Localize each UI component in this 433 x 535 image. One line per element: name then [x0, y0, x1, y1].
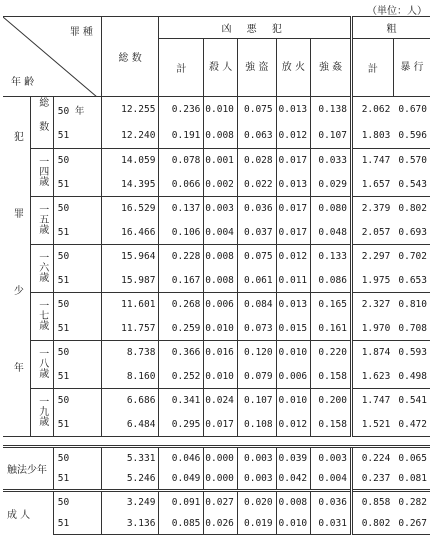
unit-label: （単位：人）: [367, 6, 427, 17]
violent-total-cell: 1.521: [351, 413, 393, 437]
felony-total-cell: 0.137: [159, 197, 204, 221]
age-group-label: [30, 97, 53, 149]
table-row: [3, 173, 430, 197]
assault-cell: 0.593: [393, 341, 430, 365]
total-cell: 14.395: [101, 173, 159, 197]
robbery-cell: 0.063: [237, 123, 276, 149]
robbery-cell: 0.073: [237, 317, 276, 341]
arson-cell: 0.017: [276, 197, 311, 221]
felony-total-cell: 0.066: [159, 173, 204, 197]
felony-total-cell: 0.252: [159, 365, 204, 389]
year-cell: 50: [53, 341, 101, 365]
arson-cell: 0.013: [276, 173, 311, 197]
age-group-text: 一八歳: [36, 348, 48, 378]
felony-total-cell: 0.106: [159, 221, 204, 245]
felony-total-cell: 0.078: [159, 149, 204, 173]
robbery-cell: 0.028: [237, 149, 276, 173]
robbery-cell: 0.003: [237, 469, 276, 491]
robbery-cell: 0.075: [237, 97, 276, 123]
table-row: [3, 341, 430, 365]
table-row: [3, 447, 430, 469]
assault-cell: 0.543: [398, 178, 427, 190]
arson-cell: 0.010: [276, 341, 311, 365]
robbery-cell: 0.079: [237, 365, 276, 389]
murder-cell: 0.008: [204, 245, 237, 269]
robbery-cell: 0.061: [237, 269, 276, 293]
header-arson: 放 火: [276, 39, 311, 97]
robbery-cell: 0.020: [237, 491, 276, 513]
age-group-label: [30, 197, 53, 245]
violent-total-cell: 2.062: [351, 97, 393, 123]
table-row: [3, 469, 430, 491]
violent-total-cell: 1.970: [351, 317, 393, 341]
corner-bottom-label: 年 齢: [11, 77, 35, 88]
assault-cell: 0.498: [398, 370, 427, 382]
total-cell: 8.160: [101, 365, 159, 389]
side-label-offender-youth: [3, 97, 30, 437]
year-cell: 51: [53, 221, 101, 245]
table-row: [3, 149, 430, 173]
murder-cell: 0.000: [204, 469, 237, 491]
assault-cell: 0.693: [398, 226, 427, 238]
assault-cell: 0.596: [398, 129, 427, 141]
total-cell: 5.331: [101, 447, 159, 469]
year-cell: 50: [53, 491, 101, 513]
violent-total-cell: 2.057: [351, 221, 393, 245]
header-robbery: 強 盗: [237, 39, 276, 97]
header-murder: 殺 人: [204, 39, 237, 97]
assault-cell: 0.081: [398, 473, 427, 485]
header-assault: 暴 行: [393, 39, 430, 97]
header-total: 総 数: [101, 17, 159, 97]
arson-cell: 0.039: [276, 447, 311, 469]
violent-total-cell: 1.747: [351, 149, 393, 173]
age-group-text: 一五歳: [36, 204, 48, 234]
assault-cell: 0.708: [398, 322, 427, 334]
rape-cell: 0.004: [311, 469, 352, 491]
arson-cell: 0.012: [276, 245, 311, 269]
violent-total-cell: 1.874: [351, 341, 393, 365]
rape-cell: 0.165: [311, 293, 352, 317]
assault-cell: 0.810: [393, 293, 430, 317]
murder-cell: 0.016: [204, 341, 237, 365]
arson-cell: 0.011: [276, 269, 311, 293]
year-cell: 51: [53, 269, 101, 293]
total-cell: 16.529: [101, 197, 159, 221]
robbery-cell: 0.019: [237, 513, 276, 535]
murder-cell: 0.010: [204, 317, 237, 341]
murder-cell: 0.008: [204, 269, 237, 293]
robbery-cell: 0.108: [237, 413, 276, 437]
violent-total-cell: 0.237: [351, 469, 393, 491]
year-cell: 51: [53, 173, 101, 197]
table-row: [3, 365, 430, 389]
felony-total-cell: 0.259: [159, 317, 204, 341]
assault-cell: 0.541: [393, 389, 430, 413]
total-cell: 8.738: [101, 341, 159, 365]
total-cell: 15.964: [101, 245, 159, 269]
year-cell: 50: [53, 447, 101, 469]
table-row: [3, 245, 430, 269]
total-cell: 15.987: [101, 269, 159, 293]
murder-cell: 0.017: [204, 413, 237, 437]
assault-cell: 0.065: [393, 447, 430, 469]
table-row: [3, 491, 430, 513]
robbery-cell: 0.036: [237, 197, 276, 221]
felony-total-cell: 0.366: [159, 341, 204, 365]
violent-total-cell: 0.224: [351, 447, 393, 469]
felony-total-cell: 0.228: [159, 245, 204, 269]
age-group-label: [30, 341, 53, 389]
murder-cell: 0.004: [204, 221, 237, 245]
assault-cell: 0.267: [393, 513, 430, 535]
felony-total-cell: 0.341: [159, 389, 204, 413]
side-label-text: 犯 罪 少 年: [11, 130, 23, 400]
robbery-cell: 0.022: [237, 173, 276, 197]
murder-cell: 0.008: [204, 123, 237, 149]
rape-cell: 0.158: [311, 365, 352, 389]
rape-cell: 0.003: [311, 447, 352, 469]
rape-cell: 0.080: [311, 197, 352, 221]
arson-cell: 0.012: [276, 123, 311, 149]
felony-total-cell: 0.268: [159, 293, 204, 317]
year-cell: 50 年: [53, 97, 101, 123]
total-cell: 6.484: [101, 413, 159, 437]
arson-cell: 0.017: [276, 221, 311, 245]
table-row: [3, 269, 430, 293]
year-cell: 51: [53, 317, 101, 341]
year-cell: 51: [53, 513, 101, 535]
age-group-text: 総数: [36, 97, 48, 145]
year-cell: 51: [53, 365, 101, 389]
total-cell: 12.240: [101, 123, 159, 149]
assault-cell: 0.472: [398, 418, 427, 430]
arson-cell: 0.006: [276, 365, 311, 389]
table-row: [3, 293, 430, 317]
murder-cell: 0.027: [204, 491, 237, 513]
robbery-cell: 0.075: [237, 245, 276, 269]
felony-total-cell: 0.049: [159, 469, 204, 491]
murder-cell: 0.003: [204, 197, 237, 221]
arson-cell: 0.013: [276, 97, 311, 123]
group-label: 成 人: [3, 491, 53, 535]
total-cell: 11.757: [101, 317, 159, 341]
robbery-cell: 0.107: [237, 389, 276, 413]
violent-total-cell: 1.975: [351, 269, 393, 293]
year-cell: 50: [53, 245, 101, 269]
robbery-cell: 0.120: [237, 341, 276, 365]
section-gap: [3, 437, 430, 447]
assault-cell: 0.653: [398, 274, 427, 286]
murder-cell: 0.002: [204, 173, 237, 197]
rape-cell: 0.031: [311, 513, 352, 535]
table-row: [3, 197, 430, 221]
arson-cell: 0.017: [276, 149, 311, 173]
year-cell: 50: [53, 197, 101, 221]
assault-cell: 0.802: [393, 197, 430, 221]
total-cell: 16.466: [101, 221, 159, 245]
rape-cell: 0.138: [311, 97, 352, 123]
violent-total-cell: 2.327: [351, 293, 393, 317]
rape-cell: 0.158: [311, 413, 352, 437]
murder-cell: 0.026: [204, 513, 237, 535]
rape-cell: 0.048: [311, 221, 352, 245]
felony-total-cell: 0.085: [159, 513, 204, 535]
age-group-text: 一四歳: [36, 156, 48, 186]
rape-cell: 0.200: [311, 389, 352, 413]
total-cell: 3.136: [101, 513, 159, 535]
year-cell: 50: [53, 389, 101, 413]
table-row: [3, 97, 430, 123]
felony-total-cell: 0.091: [159, 491, 204, 513]
murder-cell: 0.000: [204, 447, 237, 469]
header-felony-total: 計: [159, 39, 204, 97]
arson-cell: 0.013: [276, 293, 311, 317]
arson-cell: 0.015: [276, 317, 311, 341]
group-label: 触法少年: [3, 447, 53, 491]
age-group-text: 一七歳: [36, 300, 48, 330]
total-cell: 12.255: [101, 97, 159, 123]
rape-cell: 0.133: [311, 245, 352, 269]
violent-total-cell: 0.858: [351, 491, 393, 513]
table-row: [3, 221, 430, 245]
corner-top-label: 罪 種: [69, 27, 93, 38]
assault-cell: 0.702: [393, 245, 430, 269]
arson-cell: 0.010: [276, 513, 311, 535]
rape-cell: 0.086: [311, 269, 352, 293]
header-rape: 強 姦: [311, 39, 352, 97]
corner-header: [3, 17, 101, 97]
robbery-cell: 0.084: [237, 293, 276, 317]
robbery-cell: 0.037: [237, 221, 276, 245]
violent-total-cell: 2.297: [351, 245, 393, 269]
murder-cell: 0.006: [204, 293, 237, 317]
age-group-text: 一九歳: [36, 396, 48, 426]
felony-total-cell: 0.295: [159, 413, 204, 437]
robbery-cell: 0.003: [237, 447, 276, 469]
murder-cell: 0.001: [204, 149, 237, 173]
rape-cell: 0.036: [311, 491, 352, 513]
violent-total-cell: 0.802: [351, 513, 393, 535]
year-cell: 51: [53, 413, 101, 437]
age-group-label: [30, 389, 53, 437]
year-cell: 50: [53, 149, 101, 173]
rape-cell: 0.033: [311, 149, 352, 173]
age-group-label: [30, 245, 53, 293]
arson-cell: 0.012: [276, 413, 311, 437]
arson-cell: 0.008: [276, 491, 311, 513]
table-row: [3, 317, 430, 341]
felony-total-cell: 0.191: [159, 123, 204, 149]
year-cell: 51: [53, 469, 101, 491]
header-felony-group: 凶 悪 犯: [159, 17, 352, 39]
age-group-label: [30, 293, 53, 341]
murder-cell: 0.010: [204, 365, 237, 389]
header-violent-total: 計: [351, 39, 393, 97]
crime-rate-table: [3, 16, 430, 535]
arson-cell: 0.042: [276, 469, 311, 491]
violent-total-cell: 1.657: [351, 173, 393, 197]
year-cell: 50: [53, 293, 101, 317]
total-cell: 11.601: [101, 293, 159, 317]
murder-cell: 0.024: [204, 389, 237, 413]
rape-cell: 0.107: [311, 123, 352, 149]
violent-total-cell: 1.747: [351, 389, 393, 413]
age-group-text: 一六歳: [36, 252, 48, 282]
section-gap-cell: [3, 437, 430, 447]
table-row: [3, 389, 430, 413]
total-cell: 5.246: [101, 469, 159, 491]
arson-cell: 0.010: [276, 389, 311, 413]
violent-total-cell: 2.379: [351, 197, 393, 221]
felony-total-cell: 0.236: [159, 97, 204, 123]
table-row: [3, 513, 430, 535]
table-row: [3, 413, 430, 437]
murder-cell: 0.010: [204, 97, 237, 123]
rape-cell: 0.029: [311, 173, 352, 197]
violent-total-cell: 1.623: [351, 365, 393, 389]
total-cell: 3.249: [101, 491, 159, 513]
felony-total-cell: 0.167: [159, 269, 204, 293]
rape-cell: 0.220: [311, 341, 352, 365]
table-row: [3, 123, 430, 149]
violent-total-cell: 1.803: [351, 123, 393, 149]
assault-cell: 0.570: [393, 149, 430, 173]
age-group-label: [30, 149, 53, 197]
rape-cell: 0.161: [311, 317, 352, 341]
total-cell: 14.059: [101, 149, 159, 173]
header-violent-group: 粗: [351, 17, 430, 39]
year-cell: 51: [53, 123, 101, 149]
total-cell: 6.686: [101, 389, 159, 413]
assault-cell: 0.282: [393, 491, 430, 513]
assault-cell: 0.670: [393, 97, 430, 123]
felony-total-cell: 0.046: [159, 447, 204, 469]
